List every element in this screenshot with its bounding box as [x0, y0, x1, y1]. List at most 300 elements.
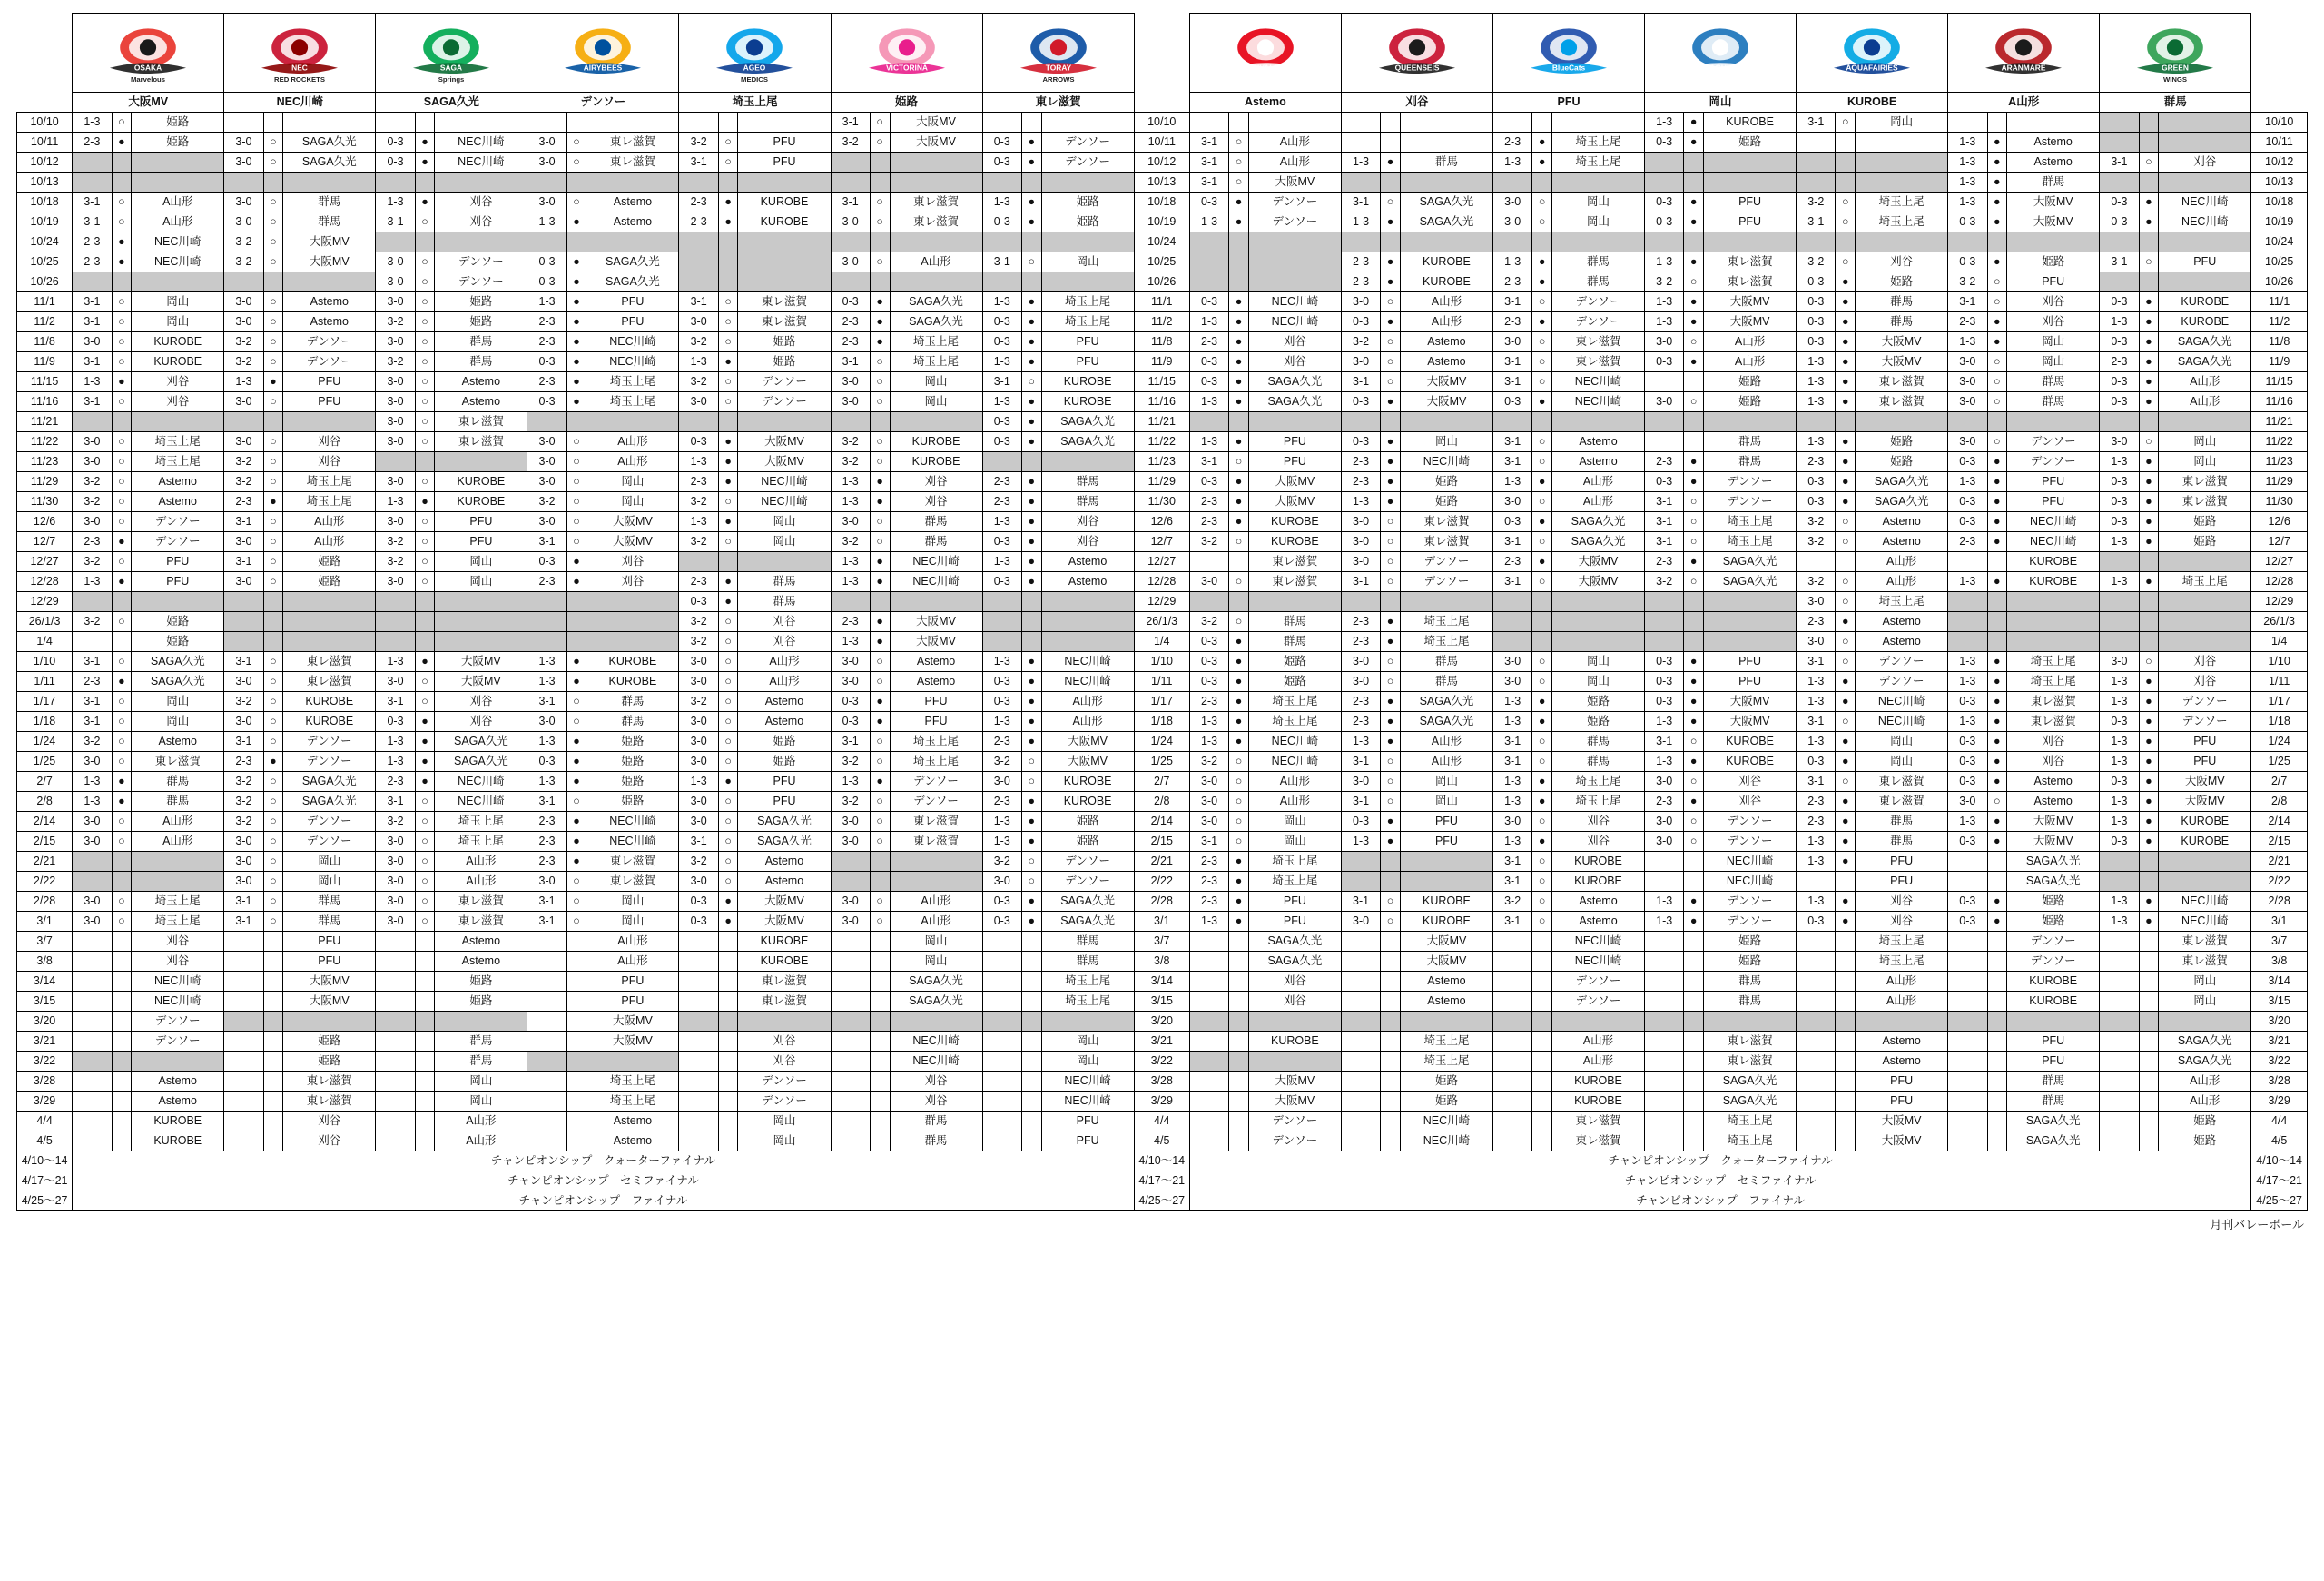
match-opponent [1551, 412, 1644, 432]
team-logo-okayama [1645, 14, 1797, 93]
match-result-mark: ● [718, 452, 738, 472]
match-score [224, 612, 263, 632]
match-result-mark: ○ [263, 472, 283, 492]
row-date-right: 10/24 [2251, 232, 2308, 252]
match-opponent: 埼玉上尾 [1704, 1112, 1797, 1131]
match-score [1492, 1112, 1531, 1131]
match-opponent: 埼玉上尾 [1704, 512, 1797, 532]
match-result-mark: ● [1684, 892, 1704, 912]
match-opponent: 岡山 [2159, 992, 2251, 1012]
match-opponent: PFU [738, 153, 831, 173]
match-score: 3-1 [1645, 512, 1684, 532]
match-opponent [2159, 133, 2251, 153]
match-result-mark [1684, 232, 1704, 252]
match-score: 1-3 [831, 552, 870, 572]
match-result-mark: ● [1987, 692, 2007, 712]
match-result-mark: ○ [1987, 292, 2007, 312]
match-opponent: Astemo [435, 372, 527, 392]
match-result-mark: ● [112, 572, 132, 592]
match-opponent: 大阪MV [890, 113, 982, 133]
match-score [982, 972, 1021, 992]
match-opponent: デンソー [283, 812, 376, 832]
match-result-mark [1021, 1052, 1041, 1072]
match-opponent: NEC川崎 [2159, 193, 2251, 212]
match-result-mark: ● [415, 652, 435, 672]
match-result-mark: ○ [1381, 672, 1401, 692]
match-score: 3-1 [1492, 432, 1531, 452]
match-result-mark [870, 972, 890, 992]
match-result-mark [112, 632, 132, 652]
match-result-mark [1684, 872, 1704, 892]
match-opponent: SAGA久光 [1400, 193, 1492, 212]
match-score [1341, 1092, 1380, 1112]
match-opponent: デンソー [738, 1092, 831, 1112]
match-score [376, 612, 415, 632]
match-result-mark: ○ [870, 892, 890, 912]
match-opponent: デンソー [1704, 812, 1797, 832]
match-opponent: 埼玉上尾 [586, 1092, 679, 1112]
match-result-mark: ● [1532, 832, 1552, 852]
match-opponent: NEC川崎 [890, 572, 982, 592]
match-opponent: 大阪MV [1704, 712, 1797, 732]
svg-text:OSAKA: OSAKA [134, 63, 162, 73]
match-result-mark: ● [1021, 892, 1041, 912]
match-score: 2-3 [1492, 312, 1531, 332]
match-opponent: PFU [890, 692, 982, 712]
match-result-mark [566, 612, 586, 632]
match-result-mark: ● [1987, 153, 2007, 173]
match-opponent: 姫路 [1704, 952, 1797, 972]
match-score: 2-3 [1189, 492, 1228, 512]
match-result-mark: ● [263, 492, 283, 512]
match-opponent: 東レ滋賀 [1248, 552, 1341, 572]
row-date-center: 10/18 [1134, 193, 1189, 212]
match-score [982, 1112, 1021, 1131]
match-score: 1-3 [982, 552, 1021, 572]
match-result-mark: ○ [263, 332, 283, 352]
match-result-mark [1836, 952, 1856, 972]
match-result-mark [1229, 1112, 1249, 1131]
match-opponent: A山形 [1704, 352, 1797, 372]
match-result-mark: ● [870, 712, 890, 732]
match-opponent: 埼玉上尾 [1248, 712, 1341, 732]
match-score: 0-3 [376, 153, 415, 173]
match-result-mark: ○ [718, 153, 738, 173]
match-score [679, 412, 718, 432]
match-score: 3-0 [1948, 372, 1987, 392]
match-opponent: Astemo [132, 1092, 224, 1112]
match-opponent [1041, 592, 1134, 612]
match-opponent: KUROBE [283, 692, 376, 712]
match-score [376, 632, 415, 652]
match-score [2100, 113, 2139, 133]
match-opponent: 群馬 [738, 572, 831, 592]
match-result-mark: ● [112, 252, 132, 272]
row-date-right: 1/18 [2251, 712, 2308, 732]
match-score: 1-3 [1645, 912, 1684, 932]
match-result-mark [1836, 1032, 1856, 1052]
match-opponent: 刈谷 [1248, 332, 1341, 352]
match-result-mark: ○ [1381, 752, 1401, 772]
row-date-right: 11/2 [2251, 312, 2308, 332]
match-opponent: 群馬 [1704, 452, 1797, 472]
match-opponent [890, 153, 982, 173]
match-score [1797, 1032, 1836, 1052]
match-opponent: デンソー [1856, 652, 1948, 672]
match-score: 0-3 [679, 592, 718, 612]
match-result-mark [1229, 113, 1249, 133]
match-opponent: 刈谷 [1041, 532, 1134, 552]
match-opponent: 群馬 [283, 892, 376, 912]
match-result-mark [112, 1131, 132, 1151]
match-score [1341, 1012, 1380, 1032]
match-opponent: 大阪MV [1551, 572, 1644, 592]
match-score [376, 1072, 415, 1092]
match-result-mark: ○ [870, 912, 890, 932]
match-result-mark: ● [1021, 133, 1041, 153]
match-score [679, 1032, 718, 1052]
match-opponent: 大阪MV [2007, 193, 2100, 212]
match-score: 0-3 [1948, 252, 1987, 272]
match-score: 1-3 [2100, 692, 2139, 712]
match-opponent: 東レ滋賀 [435, 412, 527, 432]
match-opponent [1551, 232, 1644, 252]
schedule-row [17, 972, 2308, 992]
match-score: 3-2 [1645, 272, 1684, 292]
match-opponent [890, 173, 982, 193]
match-result-mark [566, 1032, 586, 1052]
match-score: 3-0 [1341, 512, 1380, 532]
match-result-mark [1836, 932, 1856, 952]
match-score [1948, 972, 1987, 992]
corner-spacer-2 [17, 93, 73, 113]
match-opponent: KUROBE [738, 193, 831, 212]
center-spacer [1134, 14, 1189, 93]
match-opponent: 刈谷 [586, 572, 679, 592]
match-result-mark: ● [1229, 892, 1249, 912]
match-score [982, 612, 1021, 632]
match-opponent: 群馬 [890, 1112, 982, 1131]
match-result-mark [1229, 972, 1249, 992]
match-score: 3-2 [679, 372, 718, 392]
match-score: 0-3 [679, 912, 718, 932]
schedule-row [17, 512, 2308, 532]
row-date-left: 11/2 [17, 312, 73, 332]
match-opponent: 岡山 [435, 1092, 527, 1112]
match-score: 3-0 [376, 872, 415, 892]
match-result-mark: ● [2139, 792, 2159, 812]
match-opponent: 群馬 [1041, 952, 1134, 972]
match-score: 3-0 [224, 872, 263, 892]
match-result-mark: ● [1684, 352, 1704, 372]
match-score [1948, 952, 1987, 972]
match-opponent: Astemo [1856, 532, 1948, 552]
match-opponent: PFU [1248, 432, 1341, 452]
match-opponent: A山形 [2159, 1092, 2251, 1112]
match-result-mark: ○ [1381, 532, 1401, 552]
match-opponent: 埼玉上尾 [1400, 1052, 1492, 1072]
match-result-mark: ● [1381, 692, 1401, 712]
match-opponent: 刈谷 [435, 212, 527, 232]
match-result-mark: ○ [718, 692, 738, 712]
match-result-mark: ○ [1381, 332, 1401, 352]
match-result-mark: ○ [1229, 452, 1249, 472]
match-opponent: 岡山 [1400, 772, 1492, 792]
schedule-row [17, 672, 2308, 692]
match-score: 0-3 [1645, 692, 1684, 712]
match-result-mark [1381, 133, 1401, 153]
row-date-center: 3/29 [1134, 1092, 1189, 1112]
team-name-himeji: 姫路 [831, 93, 982, 113]
match-score: 3-0 [1948, 352, 1987, 372]
match-result-mark [1836, 1092, 1856, 1112]
match-result-mark: ○ [415, 692, 435, 712]
match-result-mark: ○ [718, 732, 738, 752]
match-score [1797, 153, 1836, 173]
match-result-mark: ○ [566, 792, 586, 812]
row-date-left: 3/14 [17, 972, 73, 992]
match-result-mark: ○ [263, 153, 283, 173]
match-score: 3-2 [831, 532, 870, 552]
match-score: 3-2 [831, 133, 870, 153]
match-score: 3-0 [73, 812, 112, 832]
match-score [1189, 972, 1228, 992]
match-result-mark: ○ [718, 852, 738, 872]
match-opponent: 群馬 [132, 792, 224, 812]
match-opponent [1041, 272, 1134, 292]
match-opponent: A山形 [586, 952, 679, 972]
match-opponent [1856, 173, 1948, 193]
match-score: 0-3 [376, 712, 415, 732]
match-score: 1-3 [376, 652, 415, 672]
match-opponent: 東レ滋賀 [1856, 792, 1948, 812]
match-opponent: KUROBE [435, 492, 527, 512]
match-result-mark: ○ [1987, 792, 2007, 812]
match-result-mark: ○ [415, 512, 435, 532]
match-result-mark [870, 1052, 890, 1072]
match-score [224, 632, 263, 652]
match-opponent: NEC川崎 [132, 992, 224, 1012]
match-opponent: 東レ滋賀 [890, 832, 982, 852]
match-score [1189, 952, 1228, 972]
match-score: 2-3 [1492, 552, 1531, 572]
match-result-mark: ○ [415, 252, 435, 272]
match-opponent: A山形 [1041, 692, 1134, 712]
match-score: 3-0 [831, 892, 870, 912]
match-result-mark [2139, 552, 2159, 572]
match-opponent [1856, 153, 1948, 173]
match-opponent [283, 412, 376, 432]
match-opponent: KUROBE [738, 932, 831, 952]
match-opponent: デンソー [132, 532, 224, 552]
match-opponent [738, 252, 831, 272]
match-result-mark: ○ [718, 133, 738, 153]
match-result-mark [2139, 1012, 2159, 1032]
match-score [1189, 252, 1228, 272]
match-score: 0-3 [982, 312, 1021, 332]
match-result-mark: ● [1381, 712, 1401, 732]
match-score: 3-2 [831, 452, 870, 472]
match-opponent: デンソー [435, 272, 527, 292]
match-score: 1-3 [1797, 432, 1836, 452]
match-result-mark: ○ [718, 612, 738, 632]
match-score: 3-0 [679, 792, 718, 812]
match-opponent: 岡山 [1856, 752, 1948, 772]
match-result-mark [1684, 952, 1704, 972]
match-score [527, 1032, 566, 1052]
match-opponent: 姫路 [283, 1052, 376, 1072]
row-date-right: 11/9 [2251, 352, 2308, 372]
row-date-center: 2/7 [1134, 772, 1189, 792]
match-score: 3-1 [1492, 372, 1531, 392]
match-result-mark: ○ [415, 532, 435, 552]
match-opponent: 群馬 [1551, 252, 1644, 272]
match-score: 3-0 [73, 332, 112, 352]
row-date-left: 1/11 [17, 672, 73, 692]
match-score: 3-2 [1948, 272, 1987, 292]
match-result-mark: ● [1381, 812, 1401, 832]
match-opponent: 岡山 [586, 472, 679, 492]
match-score: 3-2 [1797, 532, 1836, 552]
match-result-mark: ○ [1532, 852, 1552, 872]
match-score: 3-1 [224, 652, 263, 672]
match-score: 1-3 [1797, 672, 1836, 692]
match-result-mark: ● [1532, 772, 1552, 792]
match-score: 3-1 [73, 312, 112, 332]
match-score [2100, 1032, 2139, 1052]
match-opponent: デンソー [435, 252, 527, 272]
match-opponent: A山形 [1400, 732, 1492, 752]
row-date-center: 12/7 [1134, 532, 1189, 552]
match-result-mark [2139, 133, 2159, 153]
match-score [1948, 872, 1987, 892]
match-result-mark: ○ [1381, 372, 1401, 392]
match-result-mark: ○ [1684, 332, 1704, 352]
match-opponent: デンソー [2159, 692, 2251, 712]
match-opponent: SAGA久光 [283, 133, 376, 153]
match-result-mark [2139, 932, 2159, 952]
match-result-mark: ● [1987, 492, 2007, 512]
match-opponent: SAGA久光 [1400, 692, 1492, 712]
match-result-mark: ● [718, 193, 738, 212]
match-result-mark: ○ [1532, 452, 1552, 472]
match-opponent: NEC川崎 [890, 552, 982, 572]
row-date-right: 4/4 [2251, 1112, 2308, 1131]
match-result-mark [415, 232, 435, 252]
match-result-mark [1021, 632, 1041, 652]
match-result-mark: ● [1684, 292, 1704, 312]
team-name-ayamadai: A山形 [1948, 93, 2100, 113]
match-score: 1-3 [982, 512, 1021, 532]
match-score: 1-3 [1189, 912, 1228, 932]
match-result-mark: ● [2139, 532, 2159, 552]
match-score: 3-0 [1341, 652, 1380, 672]
match-opponent: NEC川崎 [1041, 1092, 1134, 1112]
row-date-center: 1/10 [1134, 652, 1189, 672]
match-result-mark: ● [1532, 472, 1552, 492]
match-result-mark [1381, 1052, 1401, 1072]
match-opponent: NEC川崎 [1704, 872, 1797, 892]
match-opponent: SAGA久光 [890, 292, 982, 312]
match-opponent: SAGA久光 [1704, 572, 1797, 592]
match-opponent: PFU [1704, 652, 1797, 672]
match-opponent: KUROBE [1248, 1032, 1341, 1052]
match-score: 2-3 [1492, 133, 1531, 153]
match-score [2100, 173, 2139, 193]
match-result-mark: ● [1021, 212, 1041, 232]
match-score [73, 952, 112, 972]
match-score: 2-3 [1645, 552, 1684, 572]
row-date-right: 1/4 [2251, 632, 2308, 652]
match-result-mark: ○ [870, 193, 890, 212]
schedule-row [17, 732, 2308, 752]
match-score: 0-3 [1341, 812, 1380, 832]
match-result-mark: ○ [415, 352, 435, 372]
match-score: 1-3 [1341, 153, 1380, 173]
match-score [224, 412, 263, 432]
match-opponent: 岡山 [1551, 652, 1644, 672]
match-result-mark [566, 1112, 586, 1131]
match-result-mark: ○ [566, 892, 586, 912]
row-date-center: 3/21 [1134, 1032, 1189, 1052]
match-opponent: 群馬 [435, 332, 527, 352]
match-score [2100, 632, 2139, 652]
match-score: 1-3 [2100, 892, 2139, 912]
match-score: 1-3 [1492, 832, 1531, 852]
match-score: 3-0 [679, 312, 718, 332]
match-score [679, 1092, 718, 1112]
match-opponent: 刈谷 [2007, 292, 2100, 312]
match-score [2100, 272, 2139, 292]
match-opponent: 群馬 [1400, 153, 1492, 173]
match-score: 1-3 [73, 372, 112, 392]
match-score: 3-1 [679, 292, 718, 312]
match-opponent: 東レ滋賀 [435, 432, 527, 452]
match-opponent: NEC川崎 [738, 492, 831, 512]
match-score: 1-3 [1492, 772, 1531, 792]
match-opponent: A山形 [1856, 992, 1948, 1012]
match-score: 3-2 [1797, 512, 1836, 532]
match-result-mark: ● [1229, 872, 1249, 892]
match-result-mark [566, 173, 586, 193]
row-date-center: 3/22 [1134, 1052, 1189, 1072]
match-opponent: A山形 [1248, 153, 1341, 173]
match-opponent: Astemo [1856, 612, 1948, 632]
match-score: 0-3 [679, 432, 718, 452]
match-result-mark [415, 1072, 435, 1092]
match-result-mark: ● [1836, 392, 1856, 412]
match-result-mark: ○ [263, 292, 283, 312]
svg-text:Marvelous: Marvelous [131, 75, 166, 84]
match-opponent: 大阪MV [283, 232, 376, 252]
match-result-mark [415, 452, 435, 472]
row-date-center: 3/8 [1134, 952, 1189, 972]
match-result-mark: ○ [1987, 432, 2007, 452]
match-score [679, 1072, 718, 1092]
match-opponent: 群馬 [2007, 1072, 2100, 1092]
match-score [1645, 1012, 1684, 1032]
match-score: 3-2 [1189, 532, 1228, 552]
row-date-right: 3/7 [2251, 932, 2308, 952]
row-date-right: 12/7 [2251, 532, 2308, 552]
match-opponent: KUROBE [890, 452, 982, 472]
match-opponent: A山形 [435, 1112, 527, 1131]
match-opponent [890, 232, 982, 252]
match-score: 0-3 [1189, 472, 1228, 492]
match-opponent: 岡山 [132, 312, 224, 332]
match-score: 3-1 [679, 832, 718, 852]
match-result-mark: ○ [263, 772, 283, 792]
